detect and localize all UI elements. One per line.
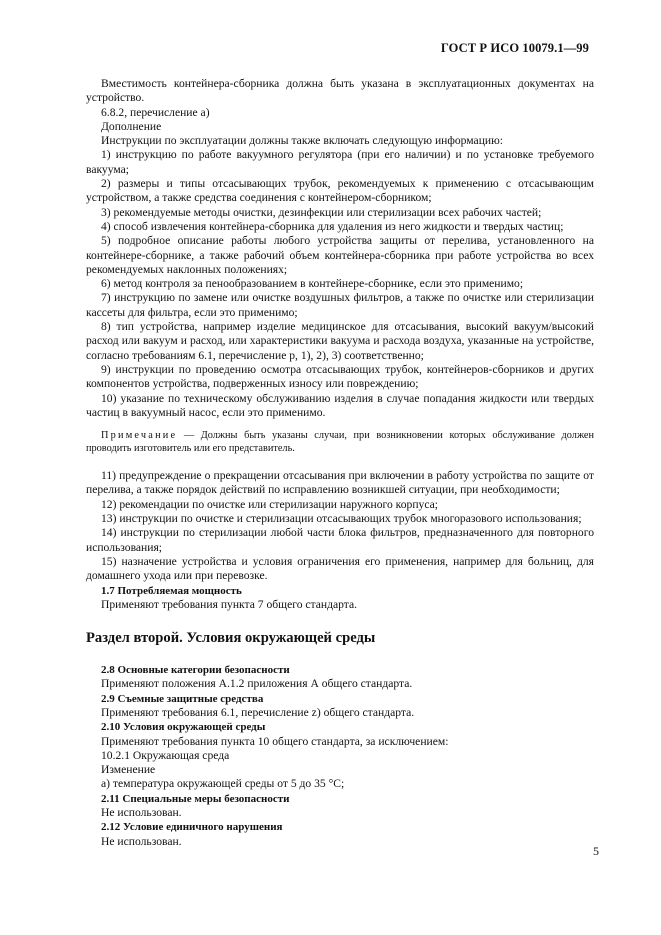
subsection-heading: 1.7 Потребляемая мощность (101, 584, 242, 597)
paragraph: 10.2.1 Окружающая среда (101, 748, 230, 762)
paragraph: Применяют положения А.1.2 приложения А общего стандарта. (101, 677, 413, 691)
list-item: 4) способ извлечения контейнера-сборника для удаления из него жидкости и твердых частиц; (101, 219, 564, 233)
note-label: Примечание (101, 430, 178, 442)
paragraph: 6.8.2, перечисление а) (101, 105, 210, 119)
list-item: 2) размеры и типы отсасывающих трубок, рекомендуемых к применению с отсасывающим устройством, а также средства соединения с контейнером-сборником; (86, 177, 594, 205)
list-item: 12) рекомендации по очистке или стерилизации наружного корпуса; (101, 497, 438, 511)
paragraph: Вместимость контейнера-сборника должна быть указана в эксплуатационных документах на устройство. (86, 77, 594, 105)
list-item: 10) указание по техническому обслуживанию изделия в случае попадания жидкости или твердых частиц в вакуумный насос, если это применимо. (86, 391, 594, 419)
subsection-heading: 2.9 Съемные защитные средства (101, 692, 264, 705)
list-item: 6) метод контроля за пенообразованием в контейнере-сборнике, если это применимо; (101, 277, 524, 291)
list-item: 7) инструкцию по замене или очистке воздушных фильтров, а также по очистке или стерилизации кассеты для фильтра, если это применимо; (86, 291, 594, 319)
list-item: 8) тип устройства, например изделие медицинское для отсасывания, высокий вакуум/высокий расход или вакуум и расход, или характеристики вакуума и расхода воздуха, указанные на устройстве, согласно требованиям 6.1, перечисление р, 1), 2), 3) соответственно; (86, 320, 594, 362)
note-text: — Должны быть указаны случаи, при возникновении которых обслуживание должен проводить изготовитель или его представитель. (86, 430, 594, 455)
list-item: 14) инструкции по стерилизации любой части блока фильтров, предназначенного для повторного использования; (86, 526, 594, 554)
list-item: 5) подробное описание работы любого устройства защиты от перелива, установленного на контейнере-сборнике, а также рабочий объем контейнера-сборника при работе устройства во всех рекомендуемых наклонных положениях; (86, 234, 594, 276)
paragraph: Применяют требования 6.1, перечисление z) общего стандарта. (101, 705, 415, 719)
paragraph: Изменение (101, 763, 156, 777)
page-number: 5 (593, 844, 599, 858)
subsection-heading: 2.8 Основные категории безопасности (101, 664, 290, 677)
paragraph: Не использован. (101, 806, 182, 820)
paragraph: Дополнение (101, 119, 162, 133)
paragraph: Применяют требования пункта 10 общего стандарта, за исключением: (101, 734, 449, 748)
paragraph: Применяют требования пункта 7 общего стандарта. (101, 597, 358, 611)
note (86, 429, 594, 455)
list-item: 9) инструкции по проведению осмотра отсасывающих трубок, контейнеров-сборников и других компонентов устройства, подверженных износу или повреждению; (86, 362, 594, 391)
list-item: 3) рекомендуемые методы очистки, дезинфекции или стерилизации всех рабочих частей; (101, 205, 542, 219)
subsection-heading: 2.10 Условия окружающей среды (101, 721, 266, 734)
paragraph: Инструкции по эксплуатации должны также включать следующую информацию: (101, 134, 503, 148)
subsection-heading: 2.12 Условие единичного нарушения (101, 821, 283, 834)
section-heading: Раздел второй. Условия окружающей среды (86, 630, 376, 647)
list-item: 1) инструкцию по работе вакуумного регулятора (при его наличии) и по установке требуемого вакуума; (86, 148, 594, 176)
list-item: 13) инструкции по очистке и стерилизации отсасывающих трубок многоразового использования; (101, 512, 582, 526)
list-item: а) температура окружающей среды от 5 до 35 °С; (101, 777, 345, 791)
list-item: 15) назначение устройства и условия ограничения его применения, например для больниц, для домашнего ухода или при перевозке. (86, 554, 594, 583)
document-body (86, 77, 594, 849)
document-header: ГОСТ Р ИСО 10079.1—99 (440, 41, 589, 55)
subsection-heading: 2.11 Специальные меры безопасности (101, 792, 290, 805)
list-item: 11) предупреждение о прекращении отсасывания при включении в работу устройства по защите от перелива, а также порядок действий по исправлению возникшей ситуации, при необходимости; (86, 469, 594, 497)
paragraph: Не использован. (101, 834, 182, 848)
